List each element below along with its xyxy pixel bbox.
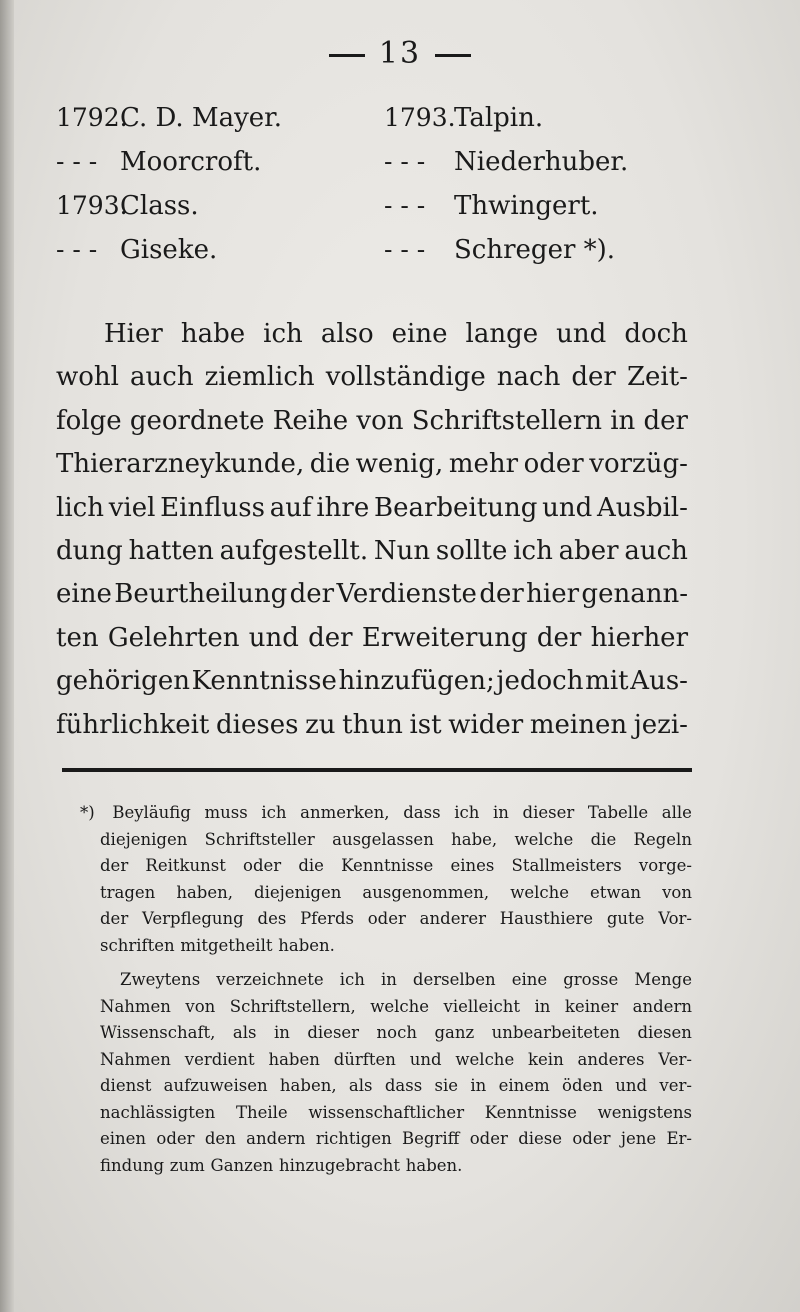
page-number: 13 bbox=[378, 36, 422, 71]
footnote-line bbox=[80, 1020, 692, 1047]
word: Erweiterung bbox=[361, 622, 528, 653]
word: Nahmen bbox=[100, 1049, 171, 1069]
body-line bbox=[56, 704, 688, 747]
word: auch bbox=[130, 362, 194, 393]
word: andern bbox=[632, 996, 692, 1016]
word: welche bbox=[370, 996, 430, 1016]
word: in bbox=[470, 1076, 487, 1095]
word: ich bbox=[454, 803, 480, 822]
word: haben. bbox=[405, 1155, 463, 1175]
entry-name: Giseke. bbox=[120, 235, 218, 265]
word: Regeln bbox=[633, 829, 692, 849]
word: Pferds bbox=[300, 909, 354, 928]
list-row bbox=[56, 140, 696, 184]
word: in bbox=[273, 1023, 290, 1042]
word: eines bbox=[450, 856, 495, 875]
word: einem bbox=[498, 1076, 550, 1095]
footnote-line bbox=[80, 880, 692, 907]
footnote-line bbox=[80, 994, 692, 1021]
word: aber bbox=[558, 535, 619, 566]
word: genann- bbox=[581, 579, 688, 610]
word: gehörigen bbox=[56, 666, 190, 697]
word: folge bbox=[56, 405, 122, 436]
word: eine bbox=[56, 579, 112, 610]
word: von bbox=[662, 882, 692, 902]
word: andern bbox=[246, 1129, 306, 1148]
word: kein bbox=[528, 1049, 564, 1069]
entry-year: - - - bbox=[384, 191, 426, 220]
word: ist bbox=[409, 709, 442, 740]
list-entry bbox=[384, 191, 599, 221]
body-line bbox=[56, 660, 688, 703]
word: ausgelassen bbox=[332, 829, 434, 849]
word: Aus- bbox=[630, 666, 688, 697]
body-line bbox=[56, 487, 688, 530]
word: tragen bbox=[100, 882, 156, 902]
word: habe, bbox=[451, 829, 498, 849]
word: oder bbox=[156, 1129, 195, 1148]
word: mehr bbox=[448, 449, 519, 480]
word: keiner bbox=[564, 996, 619, 1016]
word: und bbox=[248, 622, 299, 653]
word: als bbox=[348, 1076, 373, 1095]
word: Kenntnisse bbox=[191, 666, 337, 697]
word: von bbox=[185, 996, 216, 1016]
word: Nahmen bbox=[100, 996, 171, 1016]
word: oder bbox=[523, 449, 584, 480]
footnote-line bbox=[80, 1126, 692, 1153]
word: auf bbox=[269, 492, 312, 523]
word: verzeichnete bbox=[216, 970, 324, 989]
word: Nun bbox=[373, 535, 431, 566]
word: viel bbox=[108, 492, 156, 523]
word: wenig, bbox=[355, 449, 444, 480]
word: aufgestellt. bbox=[219, 535, 369, 566]
word: in bbox=[610, 405, 636, 436]
word: nach bbox=[496, 362, 561, 393]
word: Beyläufig bbox=[112, 803, 191, 822]
word: die bbox=[590, 829, 617, 849]
entry-name: Talpin. bbox=[454, 103, 544, 133]
word: aufzuweisen bbox=[163, 1076, 268, 1095]
header-dash-left bbox=[329, 54, 365, 57]
word: ich bbox=[339, 970, 365, 989]
word: oder bbox=[469, 1129, 508, 1148]
body-line bbox=[56, 573, 688, 616]
word: Verpflegung bbox=[141, 909, 244, 928]
word: des bbox=[257, 909, 287, 928]
entry-year: 1792. bbox=[56, 103, 128, 132]
word: der bbox=[289, 579, 335, 610]
word: dienst bbox=[100, 1076, 152, 1095]
word: Theile bbox=[235, 1102, 288, 1122]
word: vorzüg- bbox=[589, 449, 688, 480]
word: ziemlich bbox=[204, 362, 315, 393]
footnote-line bbox=[80, 1073, 692, 1100]
word: etwan bbox=[590, 882, 642, 902]
list-entry bbox=[384, 147, 628, 177]
list-entry bbox=[56, 235, 384, 265]
word: Einfluss bbox=[160, 492, 265, 523]
word: auch bbox=[624, 535, 688, 566]
footnote-rule bbox=[62, 768, 692, 772]
word: haben. bbox=[278, 935, 335, 955]
list-row bbox=[56, 184, 696, 228]
list-entry bbox=[56, 191, 384, 221]
entry-year: 1793. bbox=[56, 191, 128, 220]
word: anmerken, bbox=[300, 803, 390, 822]
word: der bbox=[571, 362, 616, 393]
word: führlichkeit bbox=[56, 709, 210, 740]
entry-year: - - - bbox=[384, 147, 426, 176]
word: in bbox=[492, 803, 509, 822]
word: nachlässigten bbox=[100, 1102, 216, 1122]
word: Tabelle bbox=[587, 803, 649, 822]
word: den bbox=[204, 1129, 236, 1148]
word: verdient bbox=[184, 1049, 255, 1069]
word: Wissenschaft, bbox=[100, 1023, 216, 1042]
word: zum bbox=[169, 1155, 205, 1175]
word: von bbox=[356, 405, 404, 436]
footnote-line bbox=[80, 1047, 692, 1074]
word: der bbox=[536, 622, 582, 653]
word: welche bbox=[514, 829, 574, 849]
word: anderer bbox=[419, 909, 487, 928]
word: Hier bbox=[104, 319, 163, 349]
word: als bbox=[232, 1023, 257, 1042]
word: Zweytens bbox=[120, 970, 201, 989]
word: hier bbox=[526, 579, 580, 610]
word: Kenntnisse bbox=[341, 856, 434, 875]
word: mitgetheilt bbox=[180, 935, 273, 955]
word: diese bbox=[518, 1129, 563, 1148]
word: mit bbox=[585, 666, 629, 697]
word: und bbox=[556, 319, 607, 349]
word: Er- bbox=[666, 1129, 692, 1148]
word: ich bbox=[261, 803, 287, 822]
word: Begriff bbox=[402, 1129, 460, 1148]
footnote-line bbox=[80, 1100, 692, 1127]
entry-name: Moorcroft. bbox=[120, 147, 262, 177]
word: zu bbox=[305, 709, 336, 740]
word: der bbox=[100, 909, 129, 928]
word: gute bbox=[606, 909, 645, 928]
word: vollständige bbox=[325, 362, 486, 393]
word: und bbox=[409, 1049, 442, 1069]
list-entry bbox=[384, 103, 543, 133]
entry-name: Niederhuber. bbox=[454, 147, 629, 177]
word: grosse bbox=[563, 970, 619, 989]
word: jedoch bbox=[496, 666, 584, 697]
word: Stallmeisters bbox=[511, 856, 622, 875]
body-line bbox=[56, 313, 688, 356]
word: die bbox=[298, 856, 324, 875]
word: vielleicht bbox=[443, 996, 521, 1016]
word: meinen bbox=[529, 709, 628, 740]
word: Schriftsteller bbox=[204, 829, 315, 849]
word: geordnete bbox=[129, 405, 265, 436]
word: dass bbox=[403, 803, 441, 822]
list-entry bbox=[56, 103, 384, 133]
word: eine bbox=[391, 319, 448, 349]
word: in bbox=[380, 970, 397, 989]
footnote-line bbox=[80, 933, 692, 960]
word: Beurtheilung bbox=[114, 579, 288, 610]
word: in bbox=[534, 996, 551, 1016]
body-paragraph bbox=[56, 313, 688, 747]
body-line bbox=[56, 356, 688, 399]
body-line bbox=[56, 400, 688, 443]
word: also bbox=[320, 319, 374, 349]
word: ver- bbox=[659, 1076, 692, 1095]
word: Bearbeitung bbox=[373, 492, 538, 523]
word: dieser bbox=[307, 1023, 360, 1042]
word: sie bbox=[434, 1076, 459, 1095]
word: lich bbox=[56, 492, 104, 523]
body-line bbox=[56, 617, 688, 660]
word: ich bbox=[263, 319, 303, 349]
entry-name: Thwingert. bbox=[454, 191, 599, 221]
word: anderes bbox=[577, 1049, 645, 1069]
word: thun bbox=[342, 709, 403, 740]
word: Reitkunst bbox=[145, 856, 226, 875]
footnote-line bbox=[80, 906, 692, 933]
word: habe bbox=[180, 319, 246, 349]
word: Reihe bbox=[272, 405, 349, 436]
word: oder bbox=[367, 909, 406, 928]
word: einen bbox=[100, 1129, 147, 1148]
footnote-line bbox=[80, 800, 692, 827]
word: Gelehrten bbox=[107, 622, 240, 653]
word: dung bbox=[56, 535, 123, 566]
word: doch bbox=[624, 319, 688, 349]
word: wenigstens bbox=[597, 1102, 692, 1122]
word: diejenigen bbox=[100, 829, 188, 849]
word: Ganzen bbox=[210, 1155, 274, 1175]
word: ausgenommen, bbox=[362, 882, 490, 902]
word: und bbox=[542, 492, 593, 523]
word: hierher bbox=[590, 622, 688, 653]
word: unbearbeiteten bbox=[491, 1023, 620, 1042]
word: der bbox=[308, 622, 353, 653]
entry-year: - - - bbox=[56, 147, 98, 176]
footnote-line bbox=[80, 1153, 692, 1180]
word: Schriftstellern, bbox=[229, 996, 356, 1016]
word: hinzufügen; bbox=[338, 666, 495, 697]
word: Schriftstellern bbox=[411, 405, 602, 436]
word: noch bbox=[376, 1023, 417, 1042]
entry-name: C. D. Mayer. bbox=[120, 103, 282, 133]
word: diejenigen bbox=[254, 882, 342, 902]
word: haben bbox=[268, 1049, 320, 1069]
body-line bbox=[56, 530, 688, 573]
footnote-line bbox=[80, 827, 692, 854]
entry-year: - - - bbox=[56, 235, 98, 264]
word: ten bbox=[56, 622, 99, 653]
header-dash-right bbox=[435, 54, 471, 57]
word: ihre bbox=[316, 492, 370, 523]
word: vorge- bbox=[638, 856, 692, 875]
word: Menge bbox=[634, 970, 692, 989]
word: richtigen bbox=[315, 1129, 392, 1148]
word: haben, bbox=[279, 1076, 337, 1095]
footnote bbox=[80, 800, 692, 1179]
list-row bbox=[56, 96, 696, 140]
word: Verdienste bbox=[336, 579, 477, 610]
word: Ausbil- bbox=[596, 492, 688, 523]
word: haben, bbox=[176, 882, 234, 902]
word: muss bbox=[204, 803, 248, 822]
footnote-marker: *) bbox=[80, 803, 95, 822]
word: der bbox=[479, 579, 524, 610]
word: dass bbox=[384, 1076, 423, 1095]
word: welche bbox=[510, 882, 570, 902]
list-entry bbox=[384, 235, 615, 265]
entry-year: - - - bbox=[384, 235, 426, 264]
word: ich bbox=[513, 535, 553, 566]
list-entry bbox=[56, 147, 384, 177]
word: alle bbox=[661, 803, 692, 822]
word: wider bbox=[448, 709, 524, 740]
word: Zeit- bbox=[626, 362, 688, 393]
word: dieses bbox=[216, 709, 299, 740]
word: dürften bbox=[333, 1049, 396, 1069]
word: der bbox=[643, 405, 688, 436]
author-list bbox=[56, 96, 696, 272]
entry-year: 1793. bbox=[384, 103, 456, 132]
word: ganz bbox=[434, 1023, 475, 1042]
word: jene bbox=[620, 1129, 657, 1148]
word: Hausthiere bbox=[499, 909, 594, 928]
word: hinzugebracht bbox=[279, 1155, 400, 1175]
footnote-line bbox=[80, 967, 692, 994]
word: wissenschaftlicher bbox=[308, 1102, 465, 1122]
page-edge-shadow bbox=[0, 0, 14, 1312]
body-line bbox=[56, 443, 688, 486]
word: welche bbox=[455, 1049, 515, 1069]
word: lange bbox=[465, 319, 539, 349]
word: hatten bbox=[128, 535, 214, 566]
word: dieser bbox=[522, 803, 575, 822]
word: wohl bbox=[56, 362, 119, 393]
word: Ver- bbox=[658, 1049, 692, 1069]
word: schriften bbox=[100, 935, 175, 955]
word: Thierarzneykunde, bbox=[56, 449, 305, 480]
word: Kenntnisse bbox=[484, 1102, 577, 1122]
word: öden bbox=[562, 1076, 603, 1095]
list-row bbox=[56, 228, 696, 272]
word: oder bbox=[243, 856, 282, 875]
page-header bbox=[0, 36, 800, 71]
word: oder bbox=[572, 1129, 611, 1148]
word: die bbox=[309, 449, 351, 480]
entry-name: Schreger *). bbox=[454, 235, 616, 265]
word: diesen bbox=[637, 1023, 692, 1042]
word: und bbox=[615, 1076, 648, 1095]
word: jezi- bbox=[633, 709, 688, 740]
footnote-line bbox=[80, 853, 692, 880]
word: eine bbox=[511, 970, 548, 989]
word: sollte bbox=[435, 535, 508, 566]
entry-name: Class. bbox=[120, 191, 199, 221]
word: derselben bbox=[412, 970, 496, 989]
word: Vor- bbox=[658, 909, 692, 928]
word: findung bbox=[100, 1155, 165, 1175]
word: der bbox=[100, 856, 129, 875]
